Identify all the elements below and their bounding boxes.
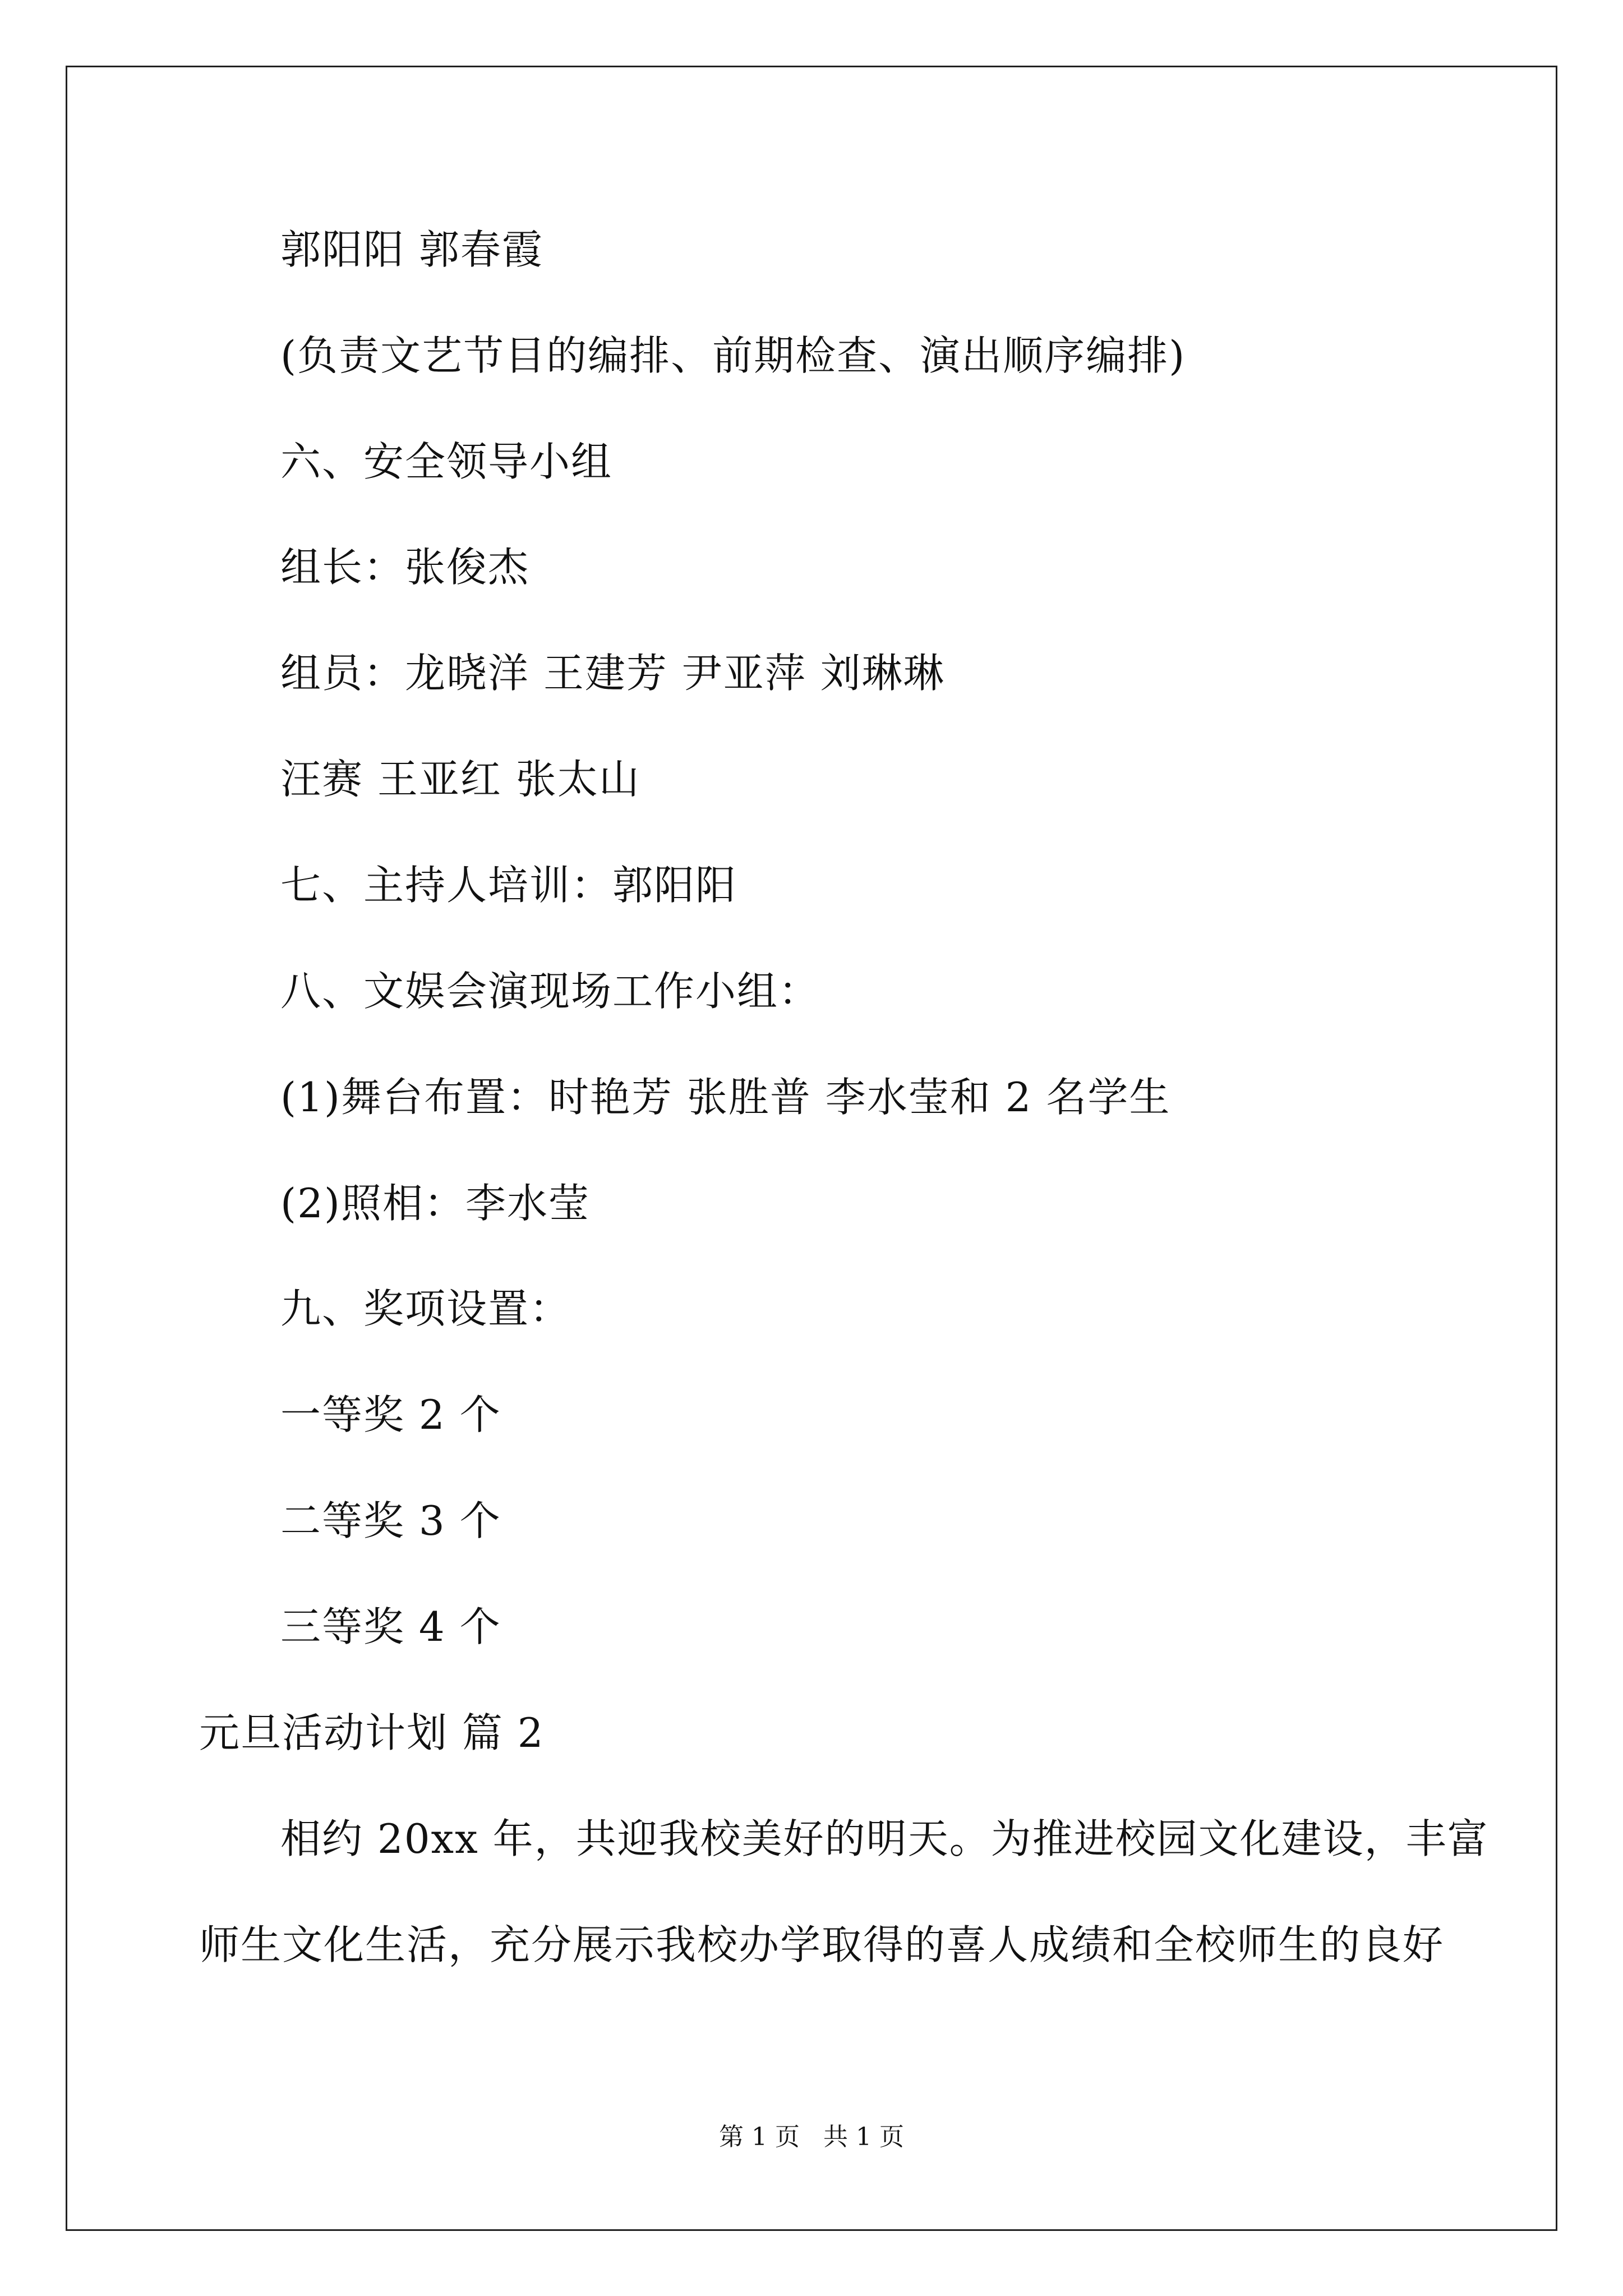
page-footer: 第 1 页 共 1 页 xyxy=(719,2123,904,2151)
paragraph-line-2: 师生文化生活，充分展示我校办学取得的喜人成绩和全校师生的良好 xyxy=(199,1921,1445,1968)
text-line-12: 一等奖 2 个 xyxy=(280,1391,501,1438)
text-line-1: 郭阳阳 郭春霞 xyxy=(280,226,543,273)
text-line-7: 七、主持人培训：郭阳阳 xyxy=(280,862,737,909)
text-line-6: 汪赛 王亚红 张太山 xyxy=(280,756,640,803)
text-line-14: 三等奖 4 个 xyxy=(280,1603,501,1650)
text-line-2: (负责文艺节目的编排、前期检查、演出顺序编排) xyxy=(280,332,1186,379)
section-title: 元旦活动计划 篇 2 xyxy=(199,1709,545,1756)
text-line-8: 八、文娱会演现场工作小组： xyxy=(280,968,820,1015)
text-line-11: 九、奖项设置： xyxy=(280,1285,571,1332)
text-line-3: 六、安全领导小组 xyxy=(280,438,613,485)
page-border xyxy=(66,66,1557,2231)
paragraph-line-1: 相约 20xx 年，共迎我校美好的明天。为推进校园文化建设，丰富 xyxy=(280,1815,1489,1862)
text-line-9: (1)舞台布置：时艳芳 张胜普 李水莹和 2 名学生 xyxy=(280,1074,1171,1121)
text-line-10: (2)照相：李水莹 xyxy=(280,1180,590,1227)
text-line-5: 组员：龙晓洋 王建芳 尹亚萍 刘琳琳 xyxy=(280,650,945,697)
text-line-4: 组长：张俊杰 xyxy=(280,544,530,591)
text-line-13: 二等奖 3 个 xyxy=(280,1497,501,1544)
